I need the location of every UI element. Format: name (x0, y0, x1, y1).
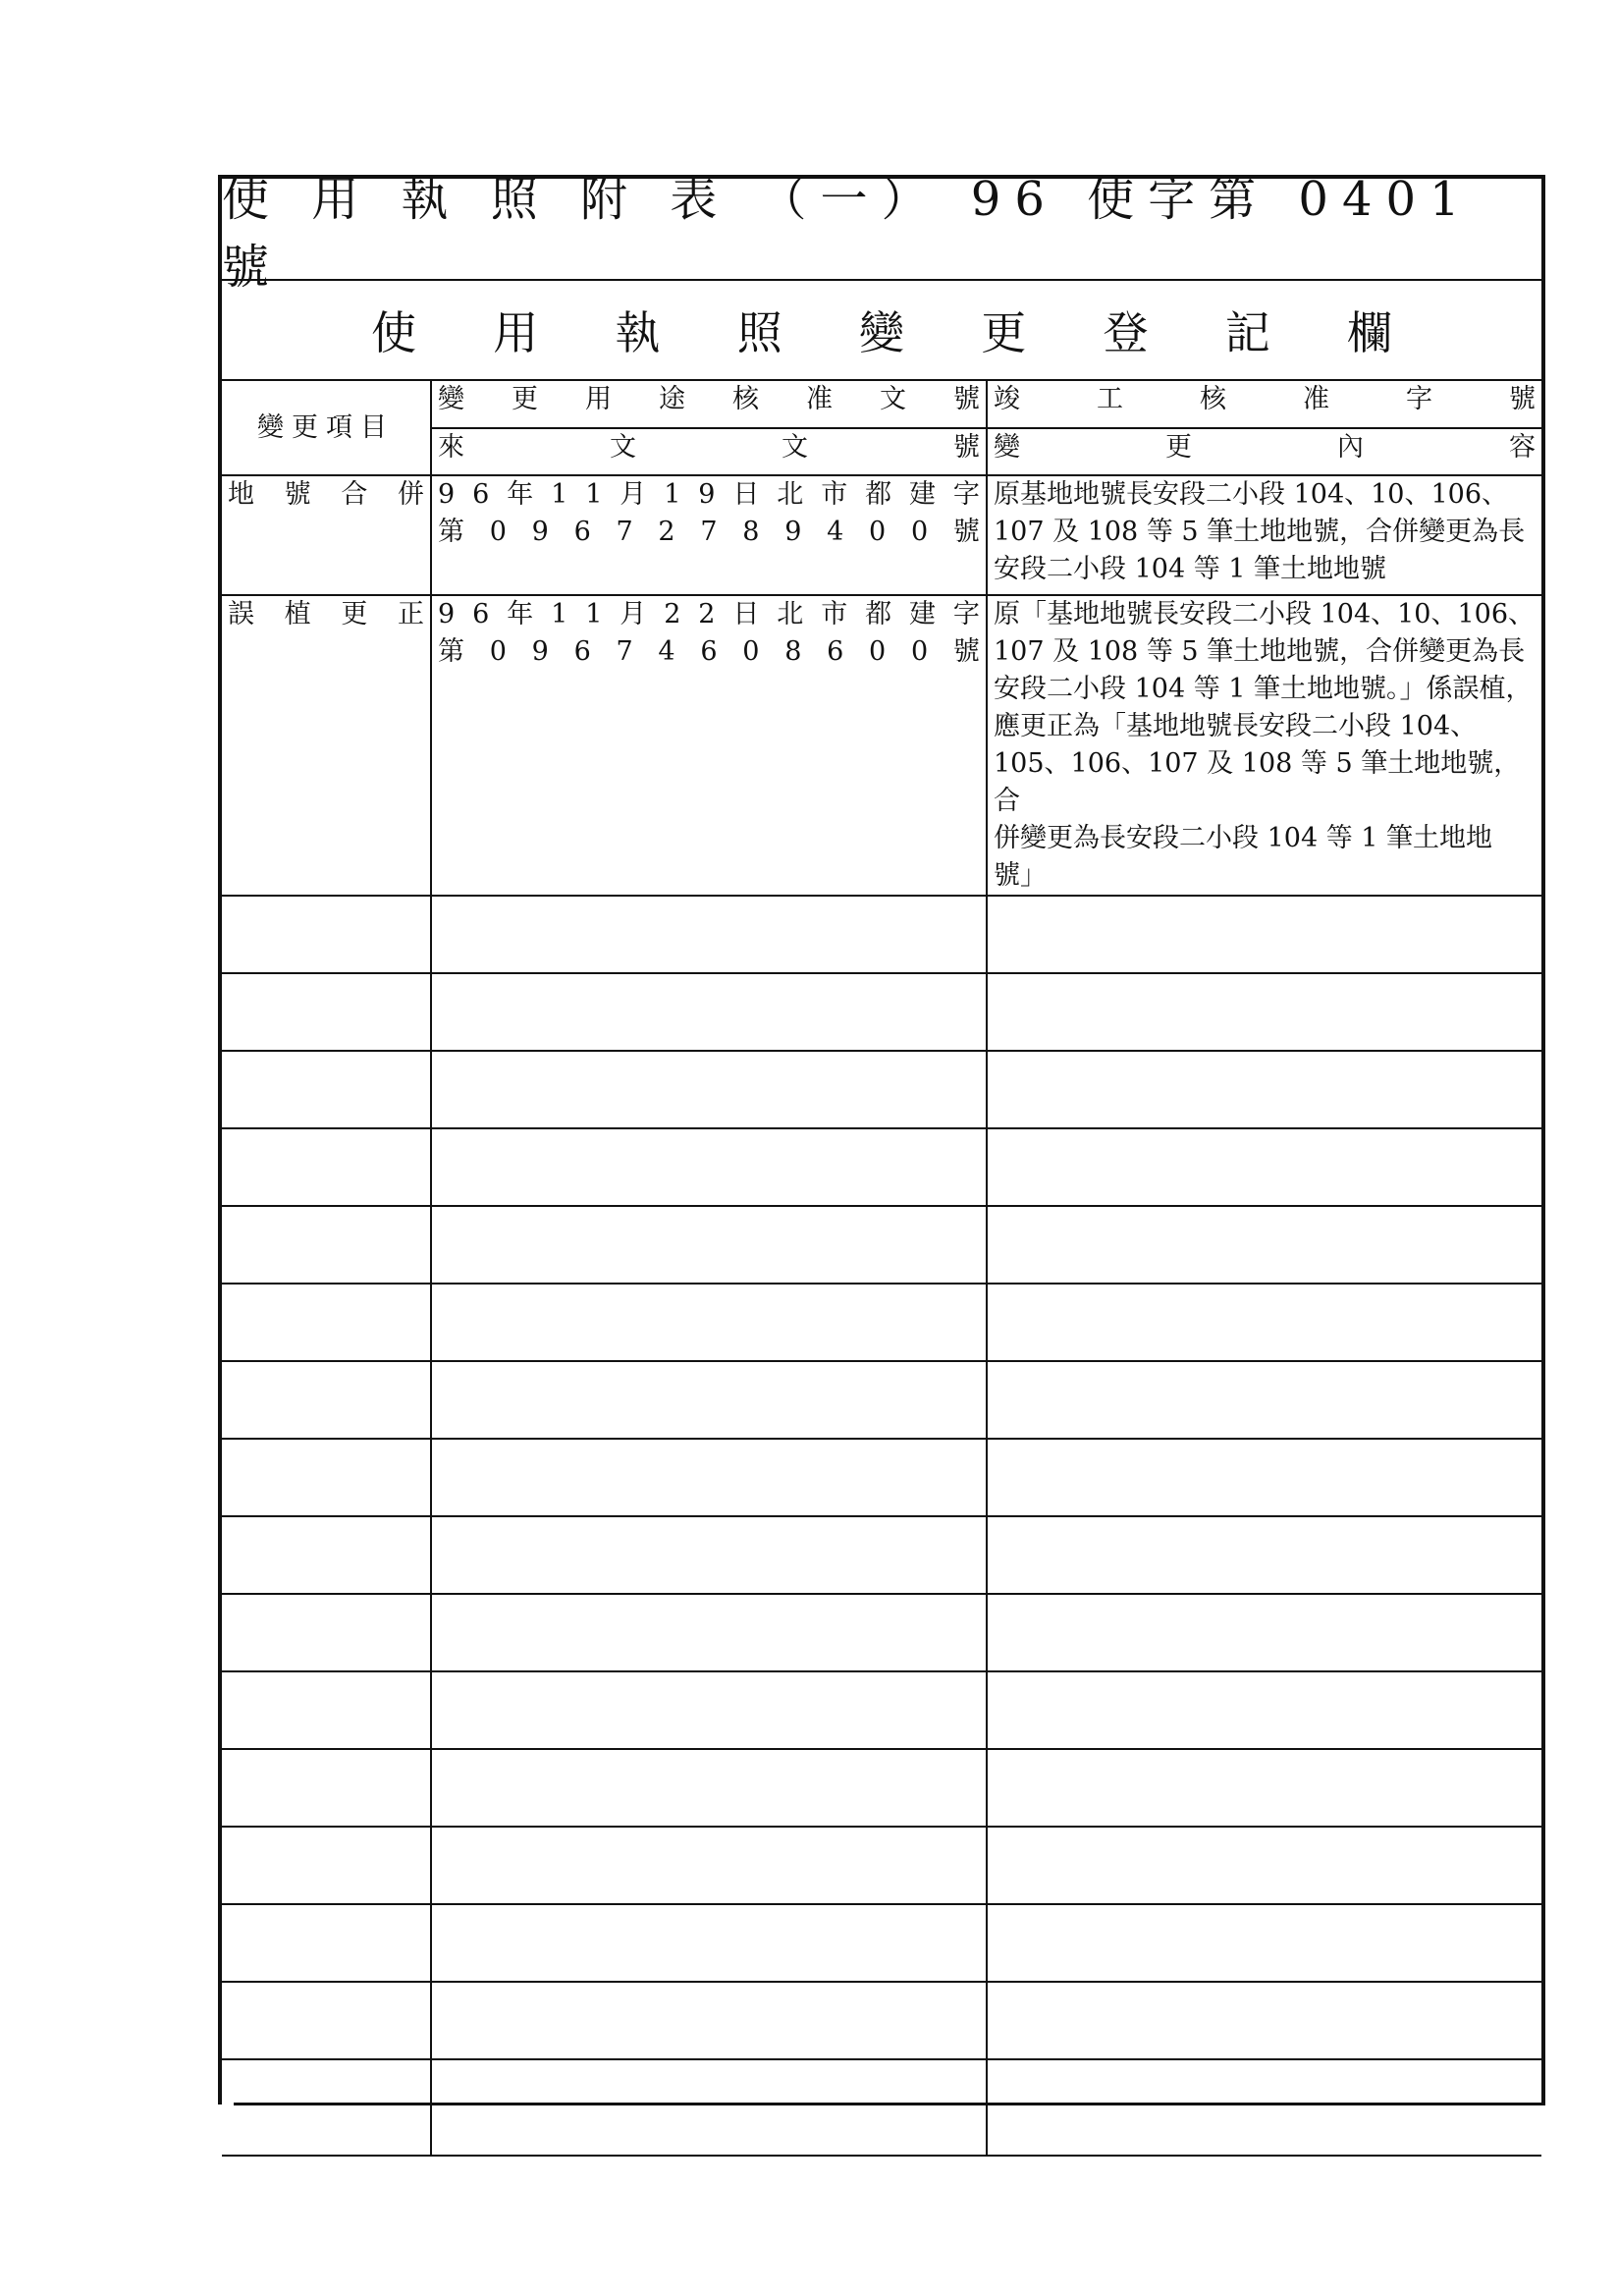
doc-char: 1 (551, 599, 568, 629)
form-title (222, 172, 1541, 295)
section-title-char: 變 (859, 306, 904, 359)
item-char: 合 (341, 479, 368, 510)
doc-char: 9 (438, 479, 456, 510)
doc-char: 9 (531, 517, 549, 547)
doc-char: 2 (698, 599, 716, 629)
content-line: 原基地地號長安段二小段 104、10、106、 (994, 479, 1509, 510)
header-char: 文 (610, 432, 636, 463)
content-line: 原「基地地號長安段二小段 104、10、106、 (994, 599, 1536, 629)
header-char: 變 (994, 432, 1020, 463)
doc-char: 市 (821, 479, 848, 510)
empty-row (222, 1361, 1541, 1439)
empty-row (222, 896, 1541, 973)
header-char: 核 (732, 384, 759, 414)
doc-char: 月 (620, 479, 647, 510)
row-item (222, 475, 431, 595)
column-header-completion (987, 381, 1541, 428)
doc-char: 9 (438, 599, 456, 629)
doc-char: 第 (438, 636, 464, 667)
row-content (987, 595, 1541, 896)
doc-char: 1 (664, 479, 681, 510)
doc-char: 年 (507, 479, 534, 510)
item-char: 併 (397, 479, 424, 510)
content-line: 安段二小段 104 等 1 筆土地地號 (994, 554, 1387, 584)
doc-char: 第 (438, 517, 464, 547)
empty-row (222, 1439, 1541, 1516)
content-line: 應更正為「基地地號長安段二小段 104、 (994, 711, 1478, 741)
column-header-incoming (431, 428, 987, 475)
item-char: 正 (397, 599, 424, 629)
doc-char: 7 (700, 517, 718, 547)
column-header-item: 變更項目 (222, 381, 431, 475)
empty-row (222, 2059, 1541, 2156)
header-char: 容 (1509, 432, 1536, 463)
row-document-number (431, 475, 987, 595)
doc-char: 6 (700, 636, 718, 667)
doc-char: 0 (910, 517, 929, 547)
doc-char: 1 (551, 479, 568, 510)
section-title-char: 執 (615, 306, 661, 359)
item-char: 植 (284, 599, 311, 629)
doc-char: 0 (869, 636, 887, 667)
header-char: 准 (806, 384, 833, 414)
header-char: 內 (1337, 432, 1364, 463)
doc-char: 2 (658, 517, 675, 547)
header-char: 文 (782, 432, 808, 463)
doc-char: 0 (869, 517, 887, 547)
doc-char: 建 (909, 479, 936, 510)
section-title-char: 更 (981, 306, 1027, 359)
item-char: 更 (341, 599, 368, 629)
table-row (222, 475, 1541, 595)
empty-row (222, 1904, 1541, 1982)
table-row (222, 595, 1541, 896)
doc-char: 0 (489, 636, 507, 667)
row-document-number (431, 595, 987, 896)
doc-char: 6 (472, 479, 490, 510)
content-line: 併變更為長安段二小段 104 等 1 筆土地地 (994, 823, 1493, 853)
doc-char: 4 (658, 636, 675, 667)
doc-char: 6 (573, 636, 591, 667)
header-row-1 (222, 381, 1541, 428)
section-title-char: 照 (736, 306, 782, 359)
doc-char: 1 (585, 479, 603, 510)
empty-row (222, 1051, 1541, 1128)
empty-row (222, 973, 1541, 1051)
doc-char: 0 (910, 636, 929, 667)
doc-char: 0 (742, 636, 760, 667)
header-char: 用 (585, 384, 612, 414)
content-line: 107 及 108 等 5 筆土地地號，合併變更為長 (994, 517, 1526, 547)
header-char: 變 (438, 384, 464, 414)
section-title-char: 欄 (1347, 306, 1392, 359)
change-record-table (222, 381, 1541, 2157)
doc-char: 號 (952, 636, 980, 667)
row-content (987, 475, 1541, 595)
doc-char: 字 (952, 599, 980, 629)
row-item (222, 595, 431, 896)
doc-char: 8 (784, 636, 802, 667)
header-char: 更 (1165, 432, 1192, 463)
doc-char: 6 (827, 636, 844, 667)
doc-char: 都 (865, 479, 892, 510)
empty-row (222, 1128, 1541, 1206)
doc-char: 都 (865, 599, 892, 629)
section-title-char: 記 (1224, 306, 1270, 359)
doc-char: 1 (585, 599, 603, 629)
empty-row (222, 1827, 1541, 1904)
section-title (222, 281, 1541, 381)
header-char: 文 (880, 384, 906, 414)
doc-char: 6 (472, 599, 490, 629)
header-char: 核 (1200, 384, 1226, 414)
doc-char: 日 (732, 599, 760, 629)
doc-char: 7 (616, 636, 633, 667)
header-char: 號 (953, 384, 980, 414)
item-char: 誤 (228, 599, 254, 629)
section-title-char: 登 (1103, 306, 1149, 359)
section-title-char: 用 (493, 306, 539, 359)
empty-row (222, 1206, 1541, 1284)
doc-char: 日 (732, 479, 760, 510)
doc-char: 9 (531, 636, 549, 667)
content-line: 安段二小段 104 等 1 筆土地地號。」係誤植， (994, 674, 1533, 704)
doc-char: 字 (952, 479, 980, 510)
header-char: 來 (438, 432, 464, 463)
doc-char: 北 (777, 599, 804, 629)
empty-row (222, 1749, 1541, 1827)
content-line: 105、106、107 及 108 等 5 筆土地地號，合 (994, 748, 1521, 816)
doc-char: 市 (821, 599, 848, 629)
column-header-content (987, 428, 1541, 475)
doc-char: 0 (489, 517, 507, 547)
column-header-use-change (431, 381, 987, 428)
section-title-text (371, 298, 1392, 362)
header-char: 號 (953, 432, 980, 463)
header-char: 准 (1303, 384, 1329, 414)
doc-char: 9 (698, 479, 716, 510)
doc-char: 建 (909, 599, 936, 629)
doc-char: 8 (742, 517, 760, 547)
header-char: 更 (512, 384, 538, 414)
form-title-text: 使 用 執 照 附 表 （一） 96 使字第 0401 號 (222, 172, 1474, 295)
doc-char: 北 (777, 479, 804, 510)
doc-char: 6 (573, 517, 591, 547)
empty-row (222, 1516, 1541, 1594)
item-char: 地 (228, 479, 254, 510)
doc-char: 9 (784, 517, 802, 547)
header-char: 號 (1509, 384, 1536, 414)
empty-row (222, 1671, 1541, 1749)
empty-row (222, 1594, 1541, 1671)
empty-row (222, 1982, 1541, 2059)
doc-char: 年 (507, 599, 534, 629)
section-title-char: 使 (371, 306, 416, 359)
doc-char: 4 (827, 517, 844, 547)
doc-char: 7 (616, 517, 633, 547)
doc-char: 號 (952, 517, 980, 547)
header-char: 工 (1097, 384, 1123, 414)
header-char: 字 (1406, 384, 1432, 414)
content-line: 號」 (994, 860, 1047, 891)
empty-row (222, 1284, 1541, 1361)
content-line: 107 及 108 等 5 筆土地地號，合併變更為長 (994, 636, 1526, 667)
header-char: 竣 (994, 384, 1020, 414)
doc-char: 2 (664, 599, 681, 629)
item-char: 號 (284, 479, 311, 510)
doc-char: 月 (620, 599, 647, 629)
header-char: 途 (659, 384, 685, 414)
